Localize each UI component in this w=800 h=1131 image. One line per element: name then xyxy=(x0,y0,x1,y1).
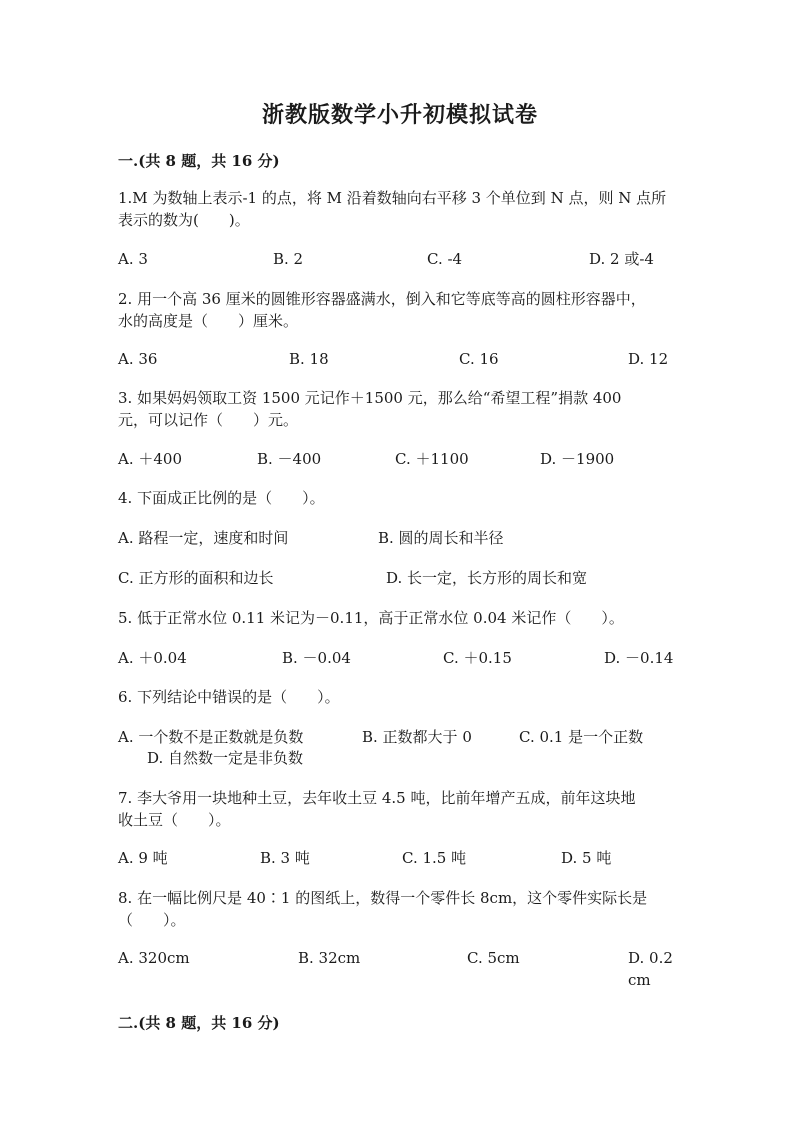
question-1 xyxy=(118,187,678,231)
option-d: D. 2 或-4 xyxy=(589,250,654,268)
option-c: C. 0.1 是一个正数 xyxy=(519,728,644,746)
option-b: B. 32cm xyxy=(298,949,361,967)
option-b: B. －0.04 xyxy=(282,649,351,667)
question-7 xyxy=(118,787,678,831)
question-2 xyxy=(118,288,678,332)
option-c: C. 正方形的面积和边长 xyxy=(118,569,274,587)
option-d: D. －1900 xyxy=(540,450,615,468)
section-heading-2: 二.(共 8 题，共 16 分) xyxy=(118,1014,280,1032)
option-d: D. 12 xyxy=(628,350,669,368)
question-text: 元，可以记作（ ）元。 xyxy=(118,411,299,429)
option-d: D. －0.14 xyxy=(604,649,674,667)
question-text: 6. 下列结论中错误的是（ ）。 xyxy=(118,688,340,706)
option-a: A. 3 xyxy=(118,250,148,268)
question-text: （ ）。 xyxy=(118,911,186,929)
question-text: 收土豆（ ）。 xyxy=(118,811,231,829)
question-text: 7. 李大爷用一块地种土豆，去年收土豆 4.5 吨，比前年增产五成，前年这块地 xyxy=(118,789,636,807)
option-a: A. ＋0.04 xyxy=(118,649,187,667)
question-text: 表示的数为( )。 xyxy=(118,211,250,229)
option-b: B. 圆的周长和半径 xyxy=(378,529,504,547)
page-title: 浙教版数学小升初模拟试卷 xyxy=(261,102,538,128)
option-d: D. 长一定，长方形的周长和宽 xyxy=(386,569,588,587)
question-text: 5. 低于正常水位 0.11 米记为－0.11，高于正常水位 0.04 米记作（ ）。 xyxy=(118,609,624,627)
option-a: A. 路程一定，速度和时间 xyxy=(118,529,289,547)
option-a: A. 一个数不是正数就是负数 xyxy=(118,728,304,746)
option-c: C. -4 xyxy=(427,250,463,268)
question-6 xyxy=(118,686,678,708)
question-text: 8. 在一幅比例尺是 40∶1 的图纸上，数得一个零件长 8cm，这个零件实际长是 xyxy=(118,889,648,907)
option-d: D. 0.2cm xyxy=(628,949,673,989)
question-8 xyxy=(118,887,678,931)
option-a: A. 9 吨 xyxy=(118,849,168,867)
question-5 xyxy=(118,607,698,629)
option-a: A. 320cm xyxy=(118,949,190,967)
option-b: B. －400 xyxy=(257,450,322,468)
option-c: C. ＋1100 xyxy=(395,450,469,468)
option-a: A. ＋400 xyxy=(118,450,182,468)
option-b: B. 3 吨 xyxy=(260,849,310,867)
option-d: D. 自然数一定是非负数 xyxy=(147,749,304,767)
section-heading-1: 一.(共 8 题，共 16 分) xyxy=(118,152,280,170)
question-text: 水的高度是（ ）厘米。 xyxy=(118,312,299,330)
option-b: B. 18 xyxy=(289,350,329,368)
option-c: C. ＋0.15 xyxy=(443,649,512,667)
option-b: B. 2 xyxy=(273,250,304,268)
option-c: C. 1.5 吨 xyxy=(402,849,467,867)
option-b: B. 正数都大于 0 xyxy=(362,728,472,746)
option-a: A. 36 xyxy=(118,350,158,368)
question-text: 3. 如果妈妈领取工资 1500 元记作＋1500 元，那么给“希望工程”捐款 400 xyxy=(118,389,622,407)
question-text: 2. 用一个高 36 厘米的圆锥形容器盛满水，倒入和它等底等高的圆柱形容器中， xyxy=(118,290,646,308)
question-text: 1.M 为数轴上表示-1 的点，将 M 沿着数轴向右平移 3 个单位到 N 点，则 N 点所 xyxy=(118,189,667,207)
option-d: D. 5 吨 xyxy=(561,849,612,867)
question-4 xyxy=(118,487,678,509)
question-3 xyxy=(118,387,678,431)
option-c: C. 5cm xyxy=(467,949,520,967)
question-text: 4. 下面成正比例的是（ ）。 xyxy=(118,489,325,507)
option-c: C. 16 xyxy=(459,350,499,368)
